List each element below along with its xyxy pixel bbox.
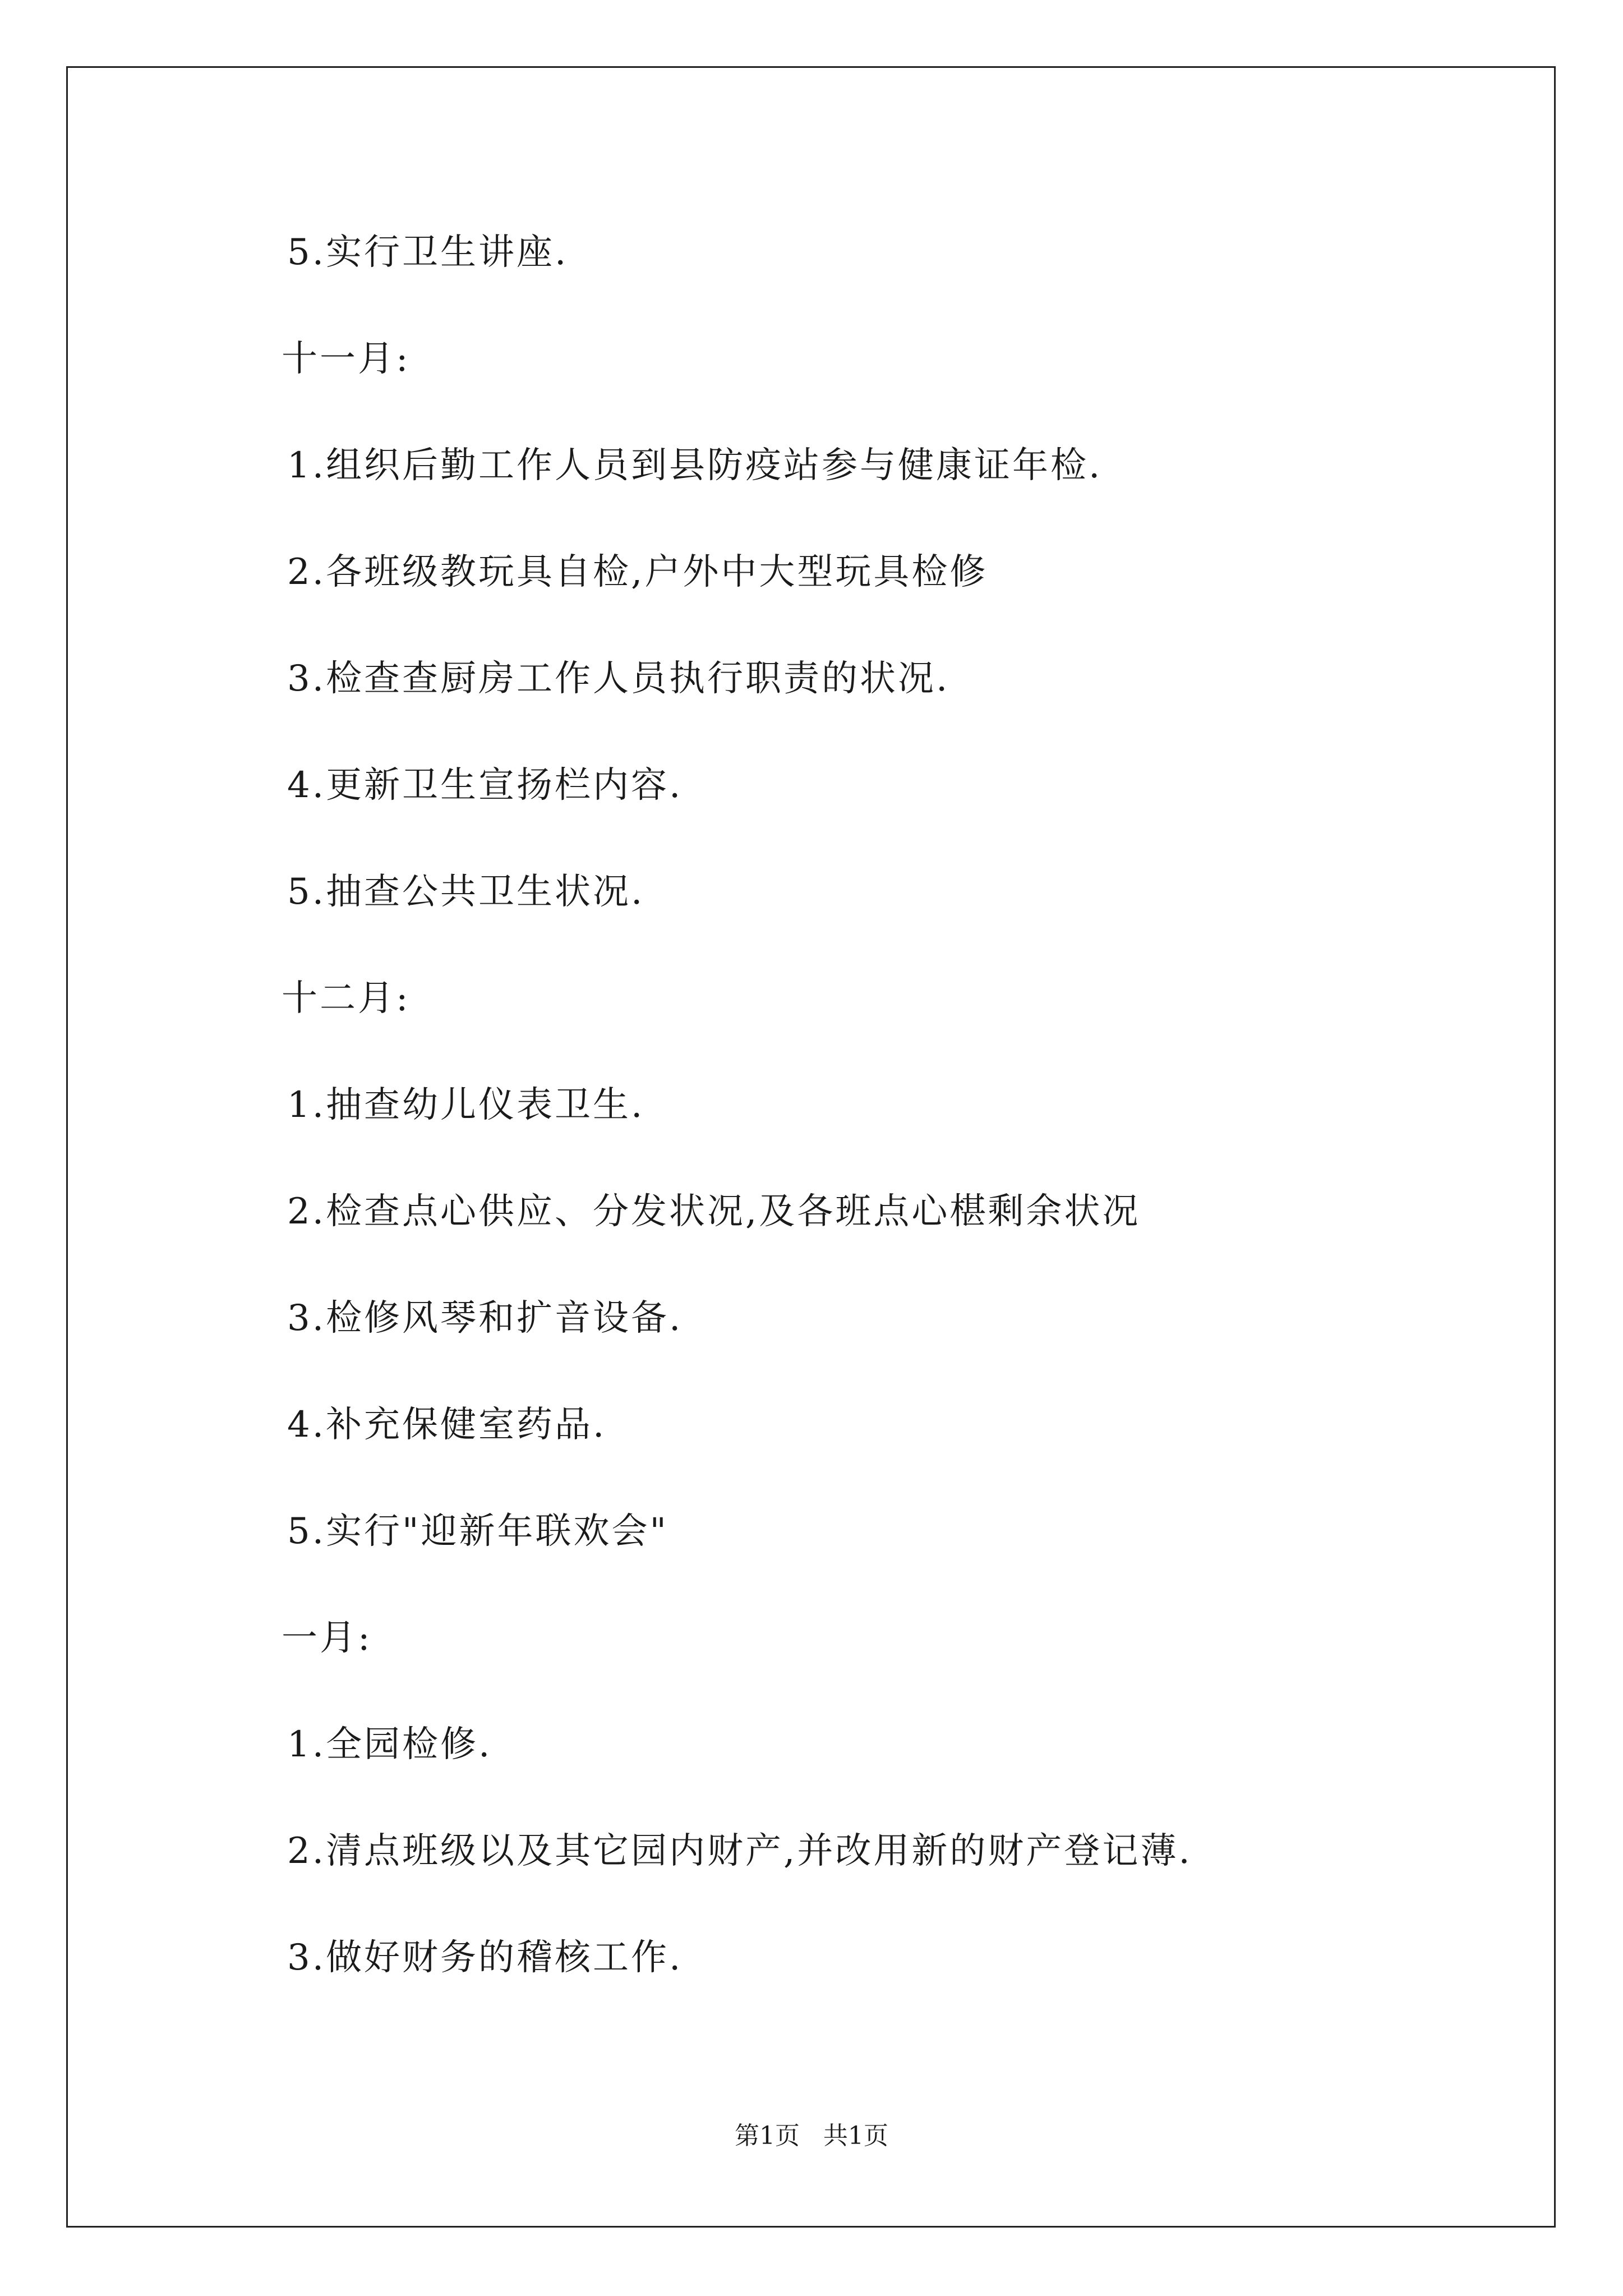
- page-number-footer: 第1页 共1页: [735, 2122, 888, 2150]
- page-border: [66, 66, 1556, 2228]
- list-item: 4.更新卫生宣扬栏内容.: [287, 765, 683, 806]
- section-heading-november: 十一月:: [282, 338, 411, 380]
- section-heading-december: 十二月:: [282, 978, 411, 1019]
- list-item: 3.检查查厨房工作人员执行职责的状况.: [287, 658, 950, 700]
- list-item: 2.清点班级以及其它园内财产,并改用新的财产登记薄.: [287, 1830, 1192, 1872]
- list-item: 5.实行"迎新年联欢会": [287, 1511, 668, 1552]
- list-item: 3.检修风琴和扩音设备.: [287, 1297, 683, 1339]
- list-item: 1.组织后勤工作人员到县防疫站参与健康证年检.: [287, 445, 1103, 486]
- list-item: 2.检查点心供应、分发状况,及各班点心椹剩余状况: [287, 1191, 1141, 1232]
- list-item: 5.抽查公共卫生状况.: [287, 871, 645, 913]
- list-item: 1.抽查幼儿仪表卫生.: [287, 1084, 645, 1126]
- list-item: 4.补充保健室药品.: [287, 1404, 607, 1446]
- list-item: 3.做好财务的稽核工作.: [287, 1937, 683, 1978]
- section-heading-january: 一月:: [282, 1617, 372, 1659]
- list-item: 2.各班级教玩具自检,户外中大型玩具检修: [287, 551, 988, 593]
- list-item: 5.实行卫生讲座.: [287, 232, 569, 273]
- list-item: 1.全园检修.: [287, 1724, 492, 1765]
